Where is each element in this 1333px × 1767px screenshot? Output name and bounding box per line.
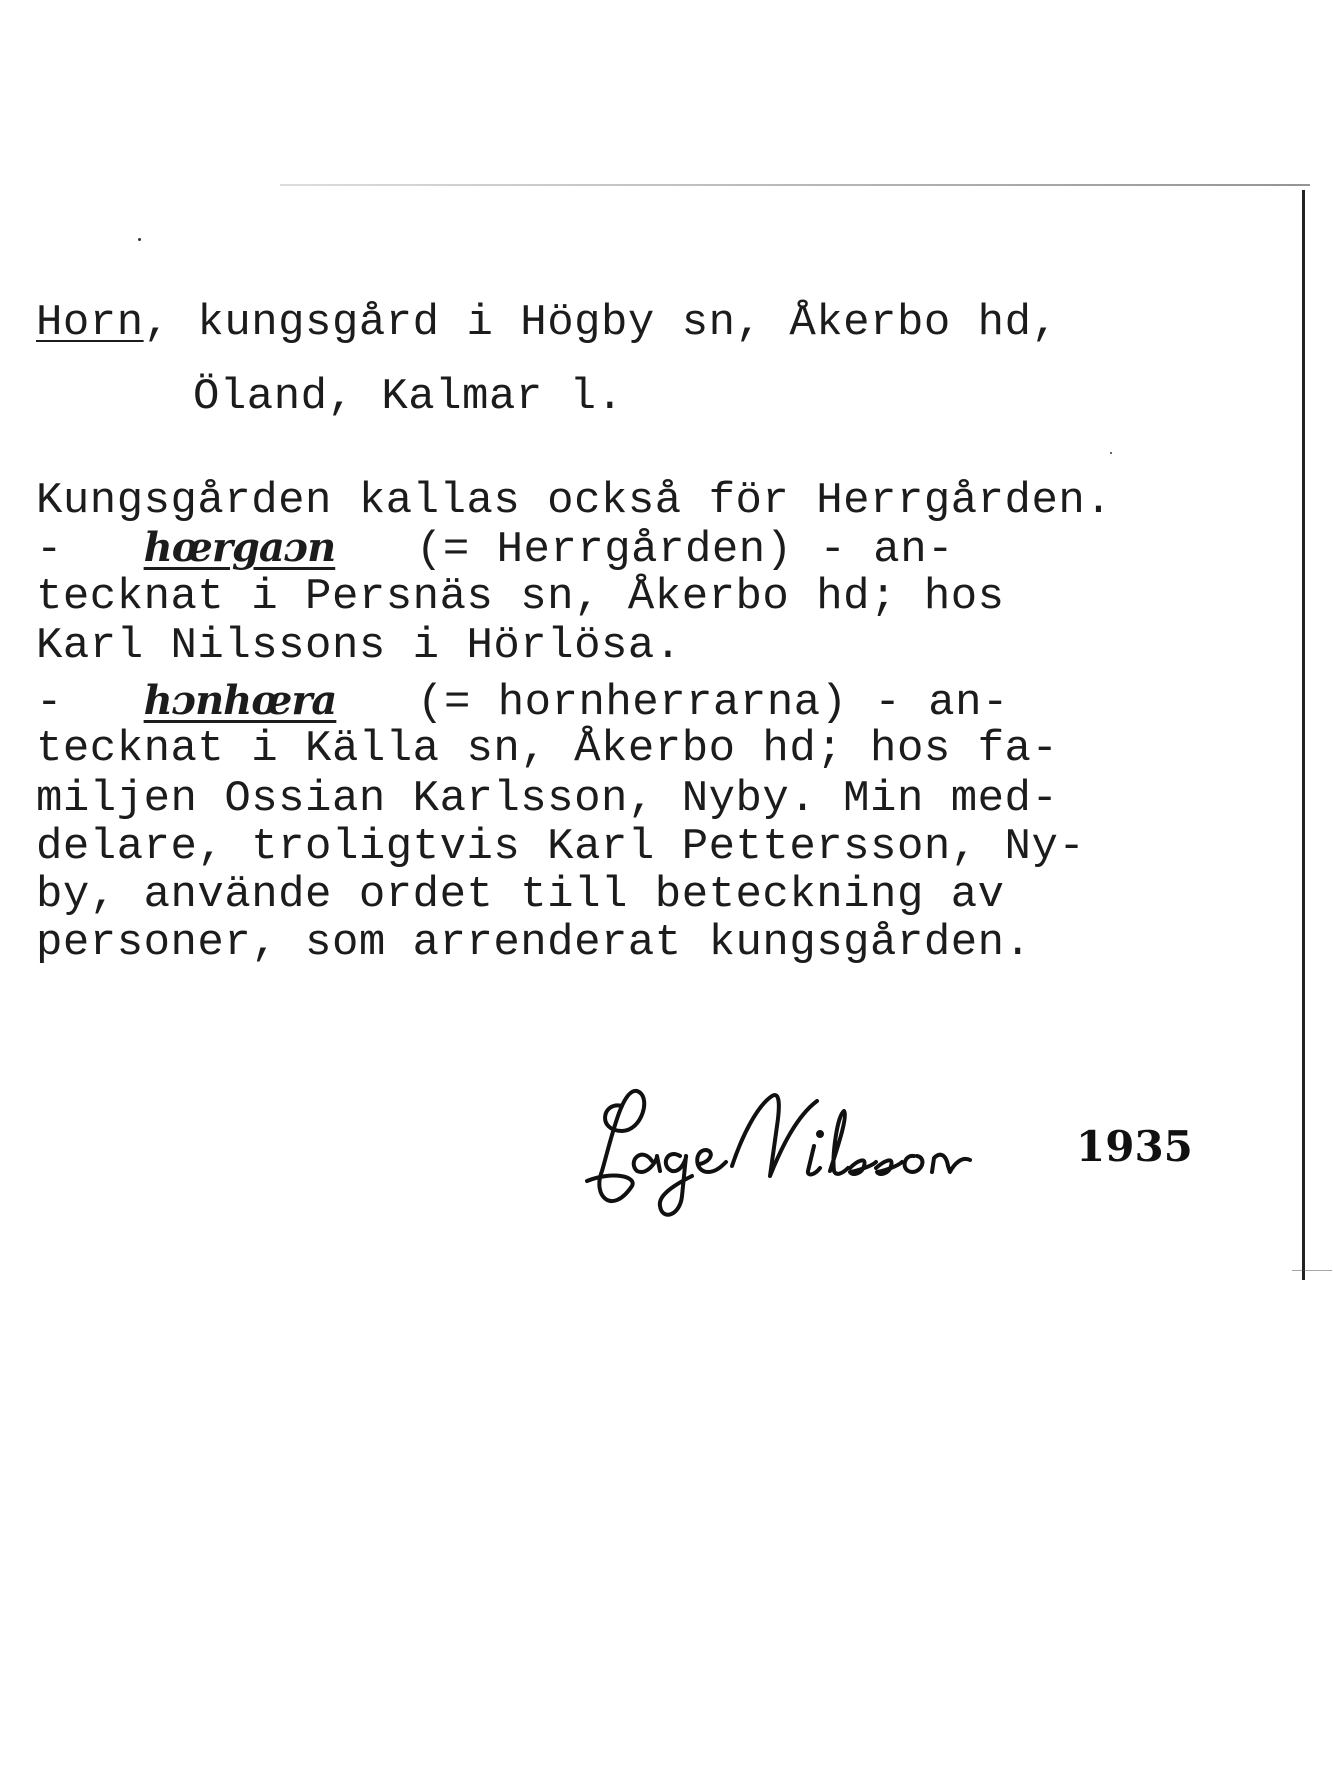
dash: -: [36, 525, 63, 575]
card-top-edge: [280, 184, 1310, 186]
heading-line-1: [36, 298, 1058, 348]
scan-speck: [1110, 452, 1112, 454]
body-line-7: miljen Ossian Karlsson, Nyby. Min med-: [36, 774, 1059, 824]
heading-line-1-rest: , kungsgård i Högby sn, Åkerbo hd,: [143, 298, 1059, 348]
body-line-4: Karl Nilssons i Hörlösa.: [36, 621, 682, 671]
heading-word: Horn: [36, 298, 144, 348]
body-line-5-rest: (= hornherrarna) - an-: [417, 678, 1009, 728]
signature-image: [582, 1076, 1052, 1226]
body-line-3: tecknat i Persnäs sn, Åkerbo hd; hos: [36, 572, 1005, 622]
card-right-edge: [1302, 190, 1305, 1280]
body-line-10: personer, som arrenderat kungsgården.: [36, 918, 1032, 968]
body-line-1: Kungsgården kallas också för Herrgården.: [36, 476, 1113, 526]
handwritten-word-hornhera: hɔnhœra: [143, 677, 337, 724]
heading-line-2: Öland, Kalmar l.: [193, 372, 624, 422]
body-line-8: delare, troligtvis Karl Pettersson, Ny-: [36, 822, 1086, 872]
body-line-2: [36, 523, 954, 575]
body-line-9: by, använde ordet till beteckning av: [36, 870, 1005, 920]
signature-year: 1935: [1076, 1122, 1193, 1171]
scan-speck: [138, 238, 141, 241]
body-line-2-rest: (= Herrgården) - an-: [415, 525, 955, 575]
body-line-5: [36, 676, 1009, 728]
body-line-6: tecknat i Källa sn, Åkerbo hd; hos fa-: [36, 724, 1059, 774]
handwritten-word-hergarn: hœrgaɔn: [143, 524, 336, 571]
card-bottom-edge: [1292, 1270, 1332, 1271]
dash: -: [36, 678, 63, 728]
